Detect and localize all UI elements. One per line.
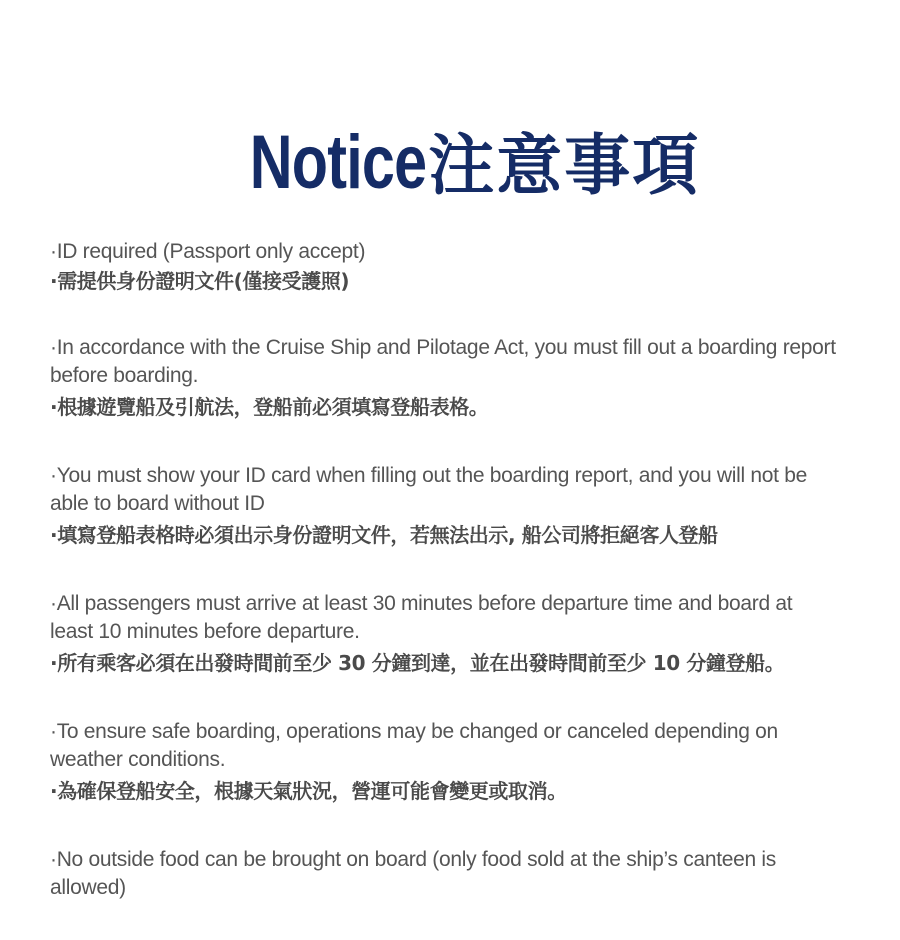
notice-text-english: ·All passengers must arrive at least 30 minutes before departure time and board at least 10 minutes before departure. xyxy=(50,592,793,643)
page-title xyxy=(0,118,900,211)
notice-item xyxy=(50,846,850,902)
notice-text-chinese: ·根據遊覽船及引航法，登船前必須填寫登船表格。 xyxy=(50,395,489,419)
notice-text-english: ·You must show your ID card when filling out the boarding report, and you will not be able to board without ID xyxy=(50,464,807,515)
notice-text-chinese: ·需提供身份證明文件(僅接受護照) xyxy=(50,269,350,293)
title-english: Notice xyxy=(249,120,427,205)
notice-text-english: ·To ensure safe boarding, operations may be changed or canceled depending on weather conditions. xyxy=(50,720,778,771)
notice-text-chinese: ·為確保登船安全，根據天氣狀況，營運可能會變更或取消。 xyxy=(50,779,567,803)
notice-text-chinese: ·所有乘客必須在出發時間前至少 30 分鐘到達，並在出發時間前至少 10 分鐘登船。 xyxy=(50,651,785,675)
notice-item xyxy=(50,238,850,296)
notice-text-chinese: ·填寫登船表格時必須出示身份證明文件，若無法出示, 船公司將拒絕客人登船 xyxy=(50,523,718,547)
notice-item xyxy=(50,718,850,808)
notice-item xyxy=(50,462,850,552)
title-chinese: 注意事項 xyxy=(428,127,701,204)
notice-list xyxy=(50,238,850,940)
notice-item xyxy=(50,334,850,424)
notice-text-english: ·No outside food can be brought on board (only food sold at the ship’s canteen is allowed) xyxy=(50,848,776,899)
notice-text-english: ·ID required (Passport only accept) xyxy=(50,240,366,263)
notice-text-english: ·In accordance with the Cruise Ship and Pilotage Act, you must fill out a boarding report before boarding. xyxy=(50,336,836,387)
notice-item xyxy=(50,590,850,680)
